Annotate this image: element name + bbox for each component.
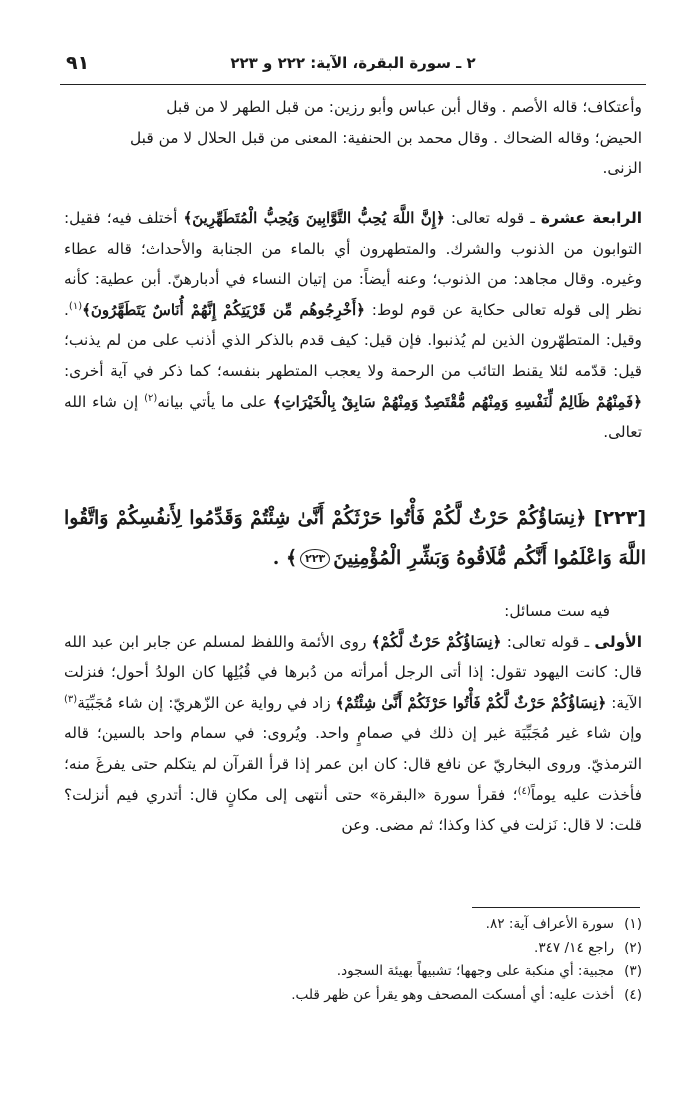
footnote-number: (١) xyxy=(624,916,642,932)
body-text: ؛ فقرأ سورة «البقرة» حتى أنتهى إلى مكانٍ قال: أتدري فيم أنزلت؟ قلت: لا قال: نَزلت في كذا وكذا؛ ثم مضى. وعن xyxy=(64,785,642,835)
footnote-4 xyxy=(120,984,642,1008)
footnotes xyxy=(120,913,642,1007)
paragraph-continued xyxy=(64,92,642,184)
text-line: وأعتكاف؛ قاله الأصم . وقال أبن عباس وأبو رزين: من قبل الطهر لا من قبل xyxy=(166,98,642,116)
footnote-3 xyxy=(120,960,642,984)
quran-quote: ﴿فَمِنْهُمْ ظَالِمٌ لِّنَفْسِهِ وَمِنْهُم مُّقْتَصِدٌ وَمِنْهُمْ سَابِقٌ بِالْخَيْرَاتِ﴾ xyxy=(272,392,643,411)
quran-quote: ﴿نِسَاؤُكُمْ حَرْثٌ لَّكُمْ﴾ xyxy=(371,632,502,651)
verse-text: ﴿نِسَاؤُكُمْ حَرْثٌ لَّكُمْ فَأْتُوا حَرْثَكُمْ أَنَّىٰ شِئْتُمْ وَقَدِّمُوا لِأَنفُسِكُمْ وَاتَّقُوا اللَّهَ وَاعْلَمُوا أَنَّكُم مُّلَاقُوهُ وَبَشِّرِ الْمُؤْمِنِينَ xyxy=(64,507,646,569)
section-heading: الرابعة عشرة xyxy=(540,209,643,227)
verse-end-marker: ٢٢٣ xyxy=(300,549,330,569)
section-paragraph xyxy=(64,203,642,448)
quran-quote: ﴿إِنَّ اللَّهَ يُحِبُّ التَّوَّابِينَ وَيُحِبُّ الْمُتَطَهِّرِينَ﴾ xyxy=(183,209,445,227)
body-text: روى الأئمة واللفظ لمسلم عن جابر ابن عبد الله قال: كانت اليهود تقول: إذا أتى الرجل أمرأته من دُبرها في قُبُلِها كان الولدُ أحول؛ فنزلت الآية: xyxy=(64,632,642,712)
footnote-number: (٢) xyxy=(624,939,642,956)
footnote-ref: (٣) xyxy=(64,693,78,705)
section-first xyxy=(64,596,642,841)
footnote-ref: (٢) xyxy=(144,392,158,404)
body-text: ـ قوله تعالى: xyxy=(444,209,541,227)
footnote-divider xyxy=(472,907,640,908)
footnote-ref: (٤) xyxy=(517,785,531,797)
section-paragraph xyxy=(64,627,642,841)
body-text: على ما يأتي بيانه xyxy=(157,392,273,411)
footnote-number: (٤) xyxy=(624,986,642,1003)
quran-quote: ﴿أَخْرِجُوهُم مِّن قَرْيَتِكُمْ إِنَّهُمْ أُنَاسٌ يَتَطَهَّرُونَ﴾ xyxy=(82,300,365,319)
section-fourteenth xyxy=(64,203,642,448)
body-text: زاد في رواية عن الزّهريّ: إن شاء مُجَبِّيَة xyxy=(77,693,336,712)
page-number: ٩١ xyxy=(66,52,90,74)
body-text: إن شاء الله تعالى. xyxy=(64,392,642,442)
issues-intro: فيه ست مسائل: xyxy=(504,602,610,620)
body-text: وإن شاء غير مُجَبِّيَة غير إن ذلك في صمامٍ واحد. ويُروى: في سمام واحد بالسين؛ قاله الترمذيّ. وروى البخاريّ عن نافع قال: كان ابن عمر إذا قرأ القرآن لم يتكلم حتى يفرغَ منه؛ فأخذت عليه يوماً xyxy=(64,724,642,804)
body-text: . وقيل: المتطهّرون الذين لم يُذنبوا. فإن قيل: كيف قدم بالذكر الذي أذنب على من لم يذنب؛ قيل: قدّمه لئلا يقنط التائب من الرحمة ولا يعجب المتطهر بنفسه؛ كما ذكر في آية أخرى: xyxy=(64,300,642,380)
footnote-2 xyxy=(120,937,642,961)
verse-number: [٢٢٣] xyxy=(593,507,646,529)
footnote-text: سورة الأعراف آية: ٨٢. xyxy=(485,916,615,932)
text-line: الحيض؛ وقاله الضحاك . وقال محمد بن الحنفية: المعنى من قبل الحلال لا من قبل xyxy=(130,128,642,147)
verse-close: ﴾ . xyxy=(272,547,298,569)
footnote-1 xyxy=(120,913,642,937)
running-title: ٢ ـ سورة البقرة، الآية: ٢٢٢ و ٢٢٣ xyxy=(230,54,476,72)
footnote-text: أخذت عليه: أي أمسكت المصحف وهو يقرأ عن ظهر قلب. xyxy=(291,986,615,1003)
footnote-text: راجع ١٤/ ٣٤٧. xyxy=(534,939,615,956)
footnote-ref: (١) xyxy=(68,300,83,312)
quran-quote: ﴿نِسَاؤُكُمْ حَرْثٌ لَّكُمْ فَأْتُوا حَرْثَكُمْ أَنَّىٰ شِئْتُمْ﴾ xyxy=(335,693,607,712)
running-header xyxy=(60,50,646,85)
verse-223 xyxy=(64,498,646,578)
footnote-text: مجبية: أي منكبة على وجهها؛ تشبيهاً بهيئة السجود. xyxy=(336,963,615,979)
section-heading: الأولى xyxy=(594,632,642,651)
text-line: الزنى. xyxy=(602,159,642,178)
body-text: ـ قوله تعالى: xyxy=(501,632,595,651)
footnote-number: (٣) xyxy=(624,963,642,979)
body-text: أختلف فيه؛ فقيل: التوابون من الذنوب والشرك. والمتطهرون أي بالماء من الجنابة والأحداث؛ قاله عطاء وغيره. وقال مجاهد: من الذنوب؛ وعنه أيضاً: من إتيان النساء في أدبارهنّ. أبن عطية: كأنه نظر إلى قوله تعالى حكاية عن قوم لوط: xyxy=(64,209,642,319)
